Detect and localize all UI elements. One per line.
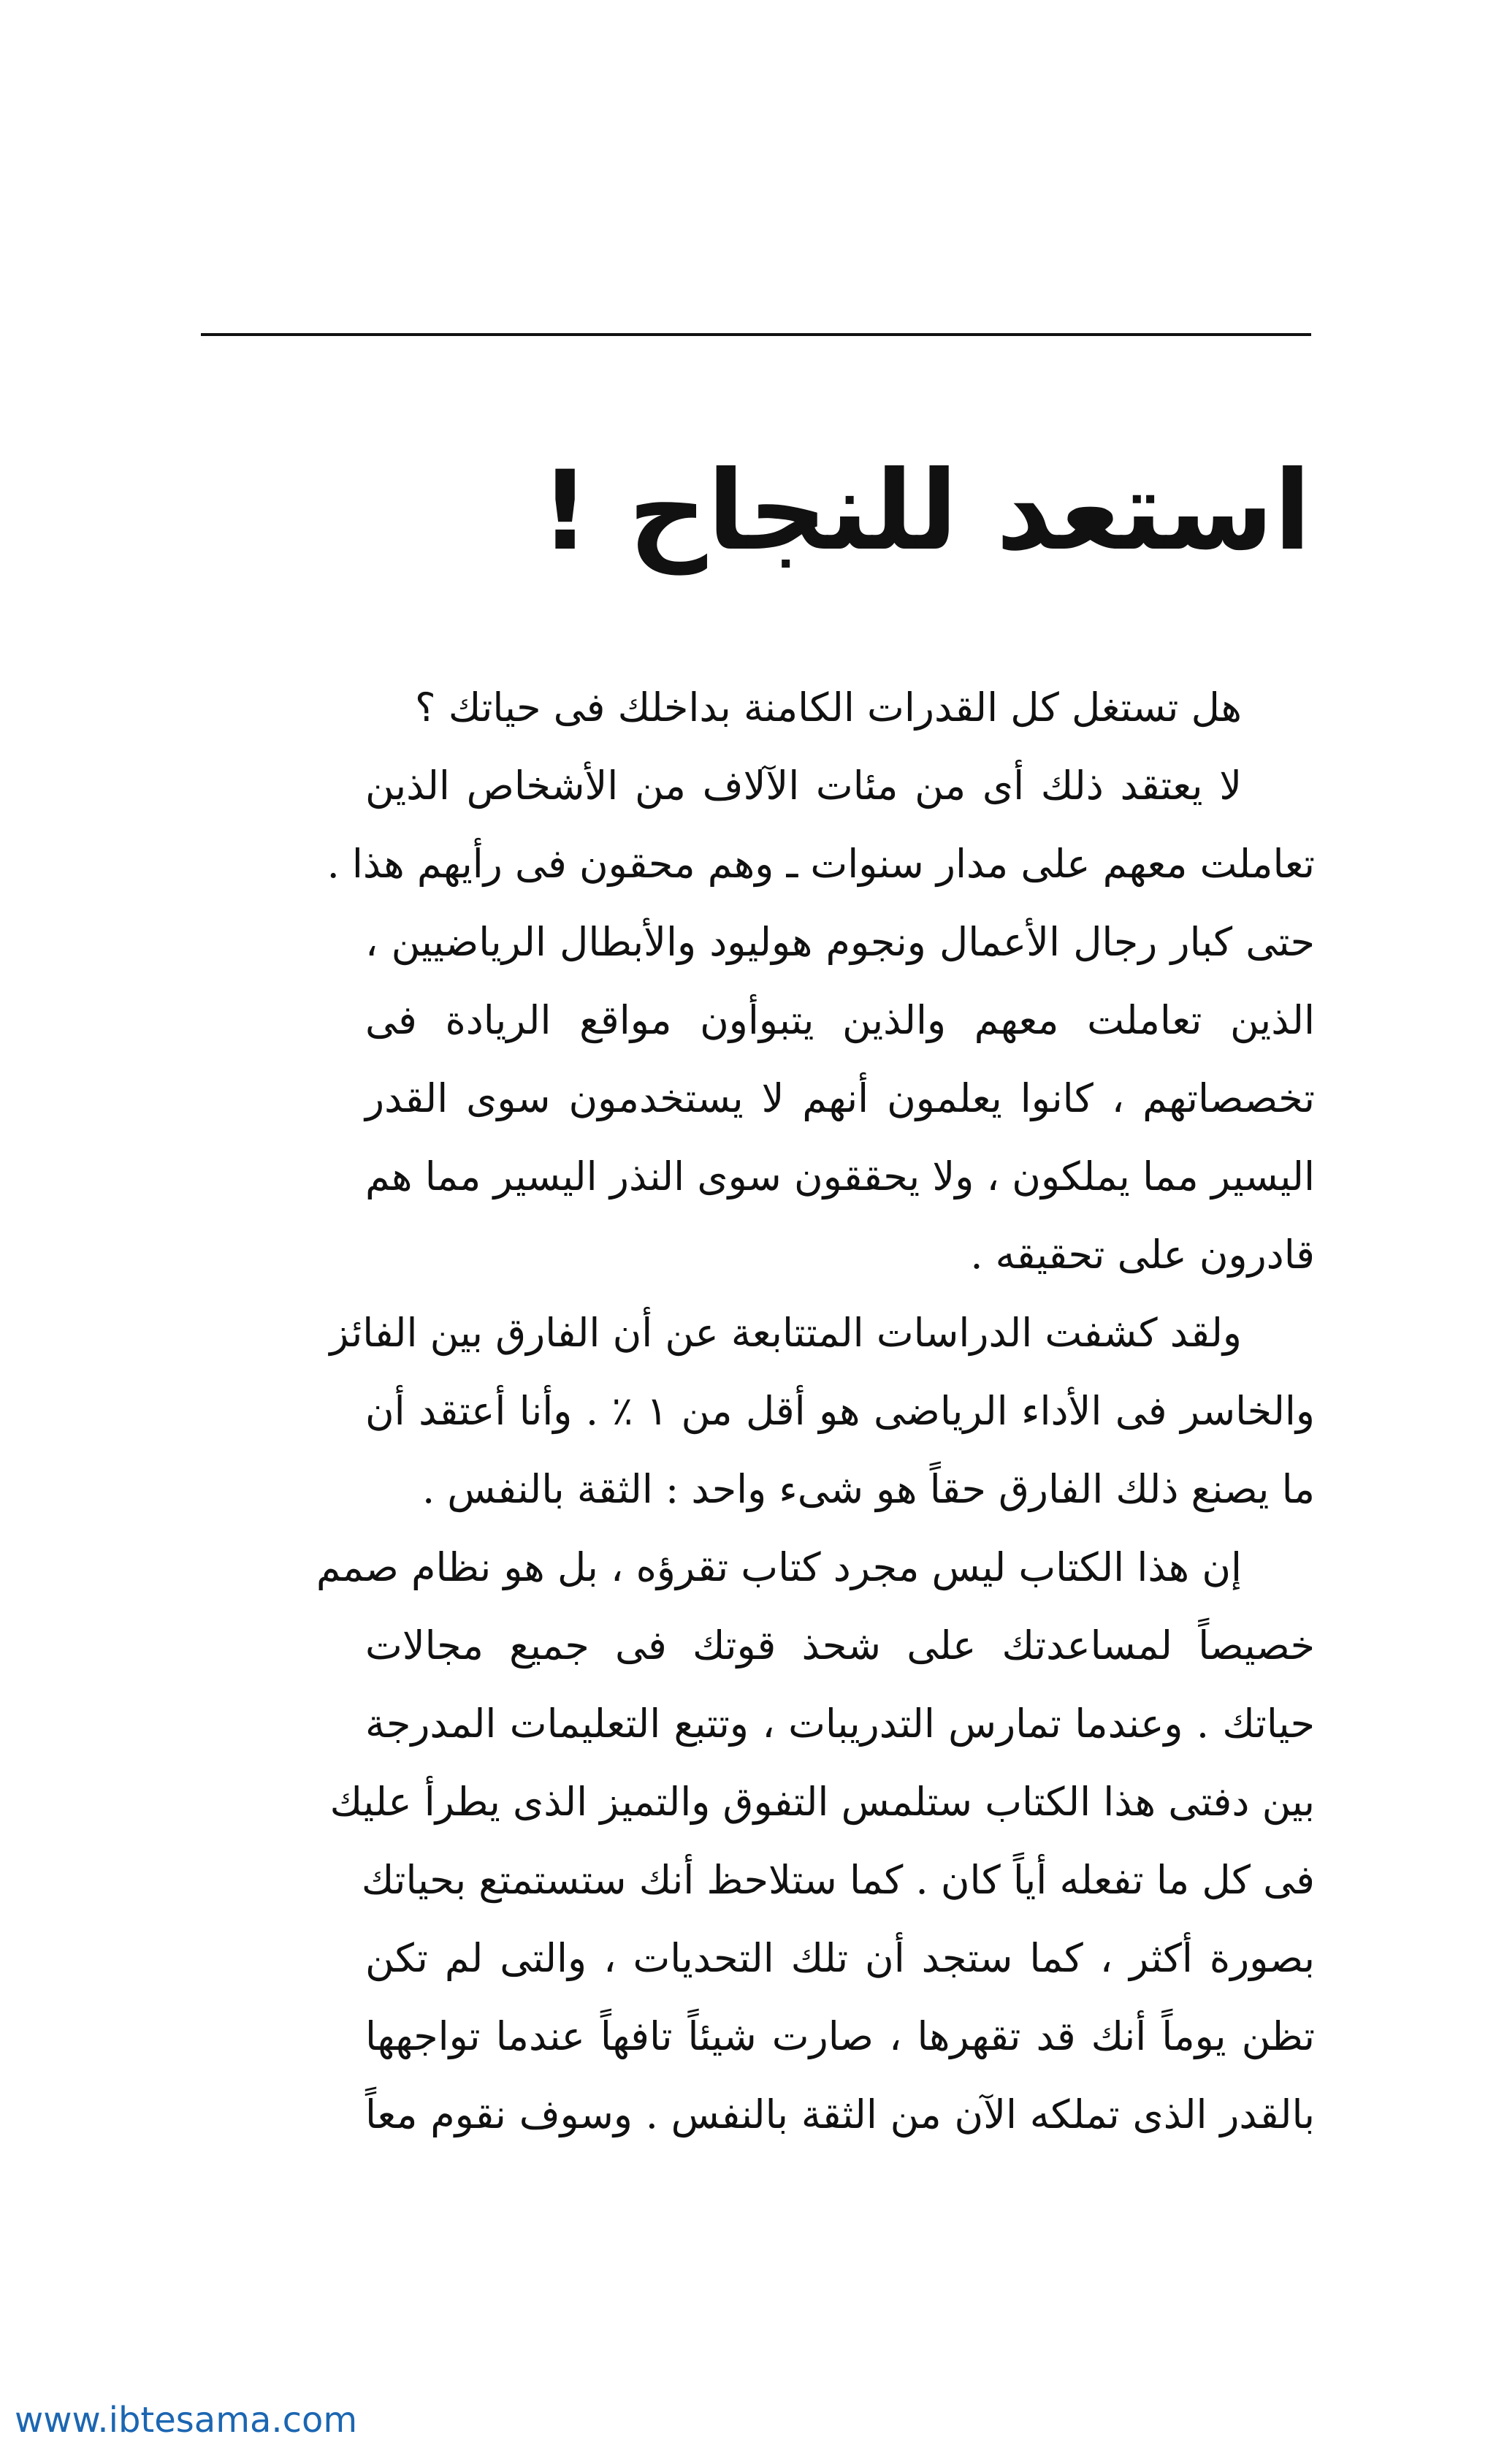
paragraph-1 xyxy=(365,668,1315,747)
text-line: حتى كبار رجال الأعمال ونجوم هوليود والأبطال الرياضيين ، xyxy=(365,919,1315,965)
watermark-url: www.ibtesama.com xyxy=(15,2400,358,2441)
text-line: ولقد كشفت الدراسات المتتابعة عن أن الفارق بين الفائز xyxy=(329,1310,1242,1356)
body-text xyxy=(316,668,1315,2154)
text-line: اليسير مما يملكون ، ولا يحققون سوى النذر اليسير مما هم xyxy=(365,1153,1315,1199)
text-line: بالقدر الذى تملكه الآن من الثقة بالنفس . وسوف نقوم معاً xyxy=(365,2091,1315,2137)
text-line: خصيصاً لمساعدتك على شحذ قوتك فى جميع مجالات xyxy=(365,1622,1315,1668)
text-line: فى كل ما تفعله أياً كان . كما ستلاحظ أنك ستستمتع بحياتك xyxy=(361,1857,1315,1903)
text-line: تعاملت معهم على مدار سنوات ـ وهم محقون فى رأيهم هذا . xyxy=(327,841,1315,887)
paragraph-4 xyxy=(316,1528,1315,2154)
paragraph-3 xyxy=(329,1294,1315,1528)
text-line: ما يصنع ذلك الفارق حقاً هو شىء واحد : الثقة بالنفس . xyxy=(421,1466,1315,1512)
text-line: هل تستغل كل القدرات الكامنة بداخلك فى حياتك ؟ xyxy=(415,684,1242,731)
text-line: حياتك . وعندما تمارس التدريبات ، وتتبع التعليمات المدرجة xyxy=(365,1701,1315,1747)
chapter-title: استعد للنجاح ! xyxy=(540,448,1311,575)
text-line: قادرون على تحقيقه . xyxy=(970,1232,1315,1278)
text-line: لا يعتقد ذلك أى من مئات الآلاف من الأشخاص الذين xyxy=(365,763,1242,809)
text-line: بصورة أكثر ، كما ستجد أن تلك التحديات ، والتى لم تكن xyxy=(365,1935,1315,1981)
text-line: إن هذا الكتاب ليس مجرد كتاب تقرؤه ، بل هو نظام صمم xyxy=(316,1544,1242,1590)
text-line: بين دفتى هذا الكتاب ستلمس التفوق والتميز الذى يطرأ عليك xyxy=(329,1779,1315,1825)
paragraph-2 xyxy=(327,747,1315,1294)
text-line: والخاسر فى الأداء الرياضى هو أقل من ١ ٪ . وأنا أعتقد أن xyxy=(365,1388,1315,1434)
header-rule xyxy=(201,333,1311,336)
text-line: الذين تعاملت معهم والذين يتبوأون مواقع الريادة فى xyxy=(365,997,1315,1043)
text-line: تظن يوماً أنك قد تقهرها ، صارت شيئاً تافهاً عندما تواجهها xyxy=(365,2013,1315,2059)
text-line: تخصصاتهم ، كانوا يعلمون أنهم لا يستخدمون سوى القدر xyxy=(365,1075,1315,1121)
